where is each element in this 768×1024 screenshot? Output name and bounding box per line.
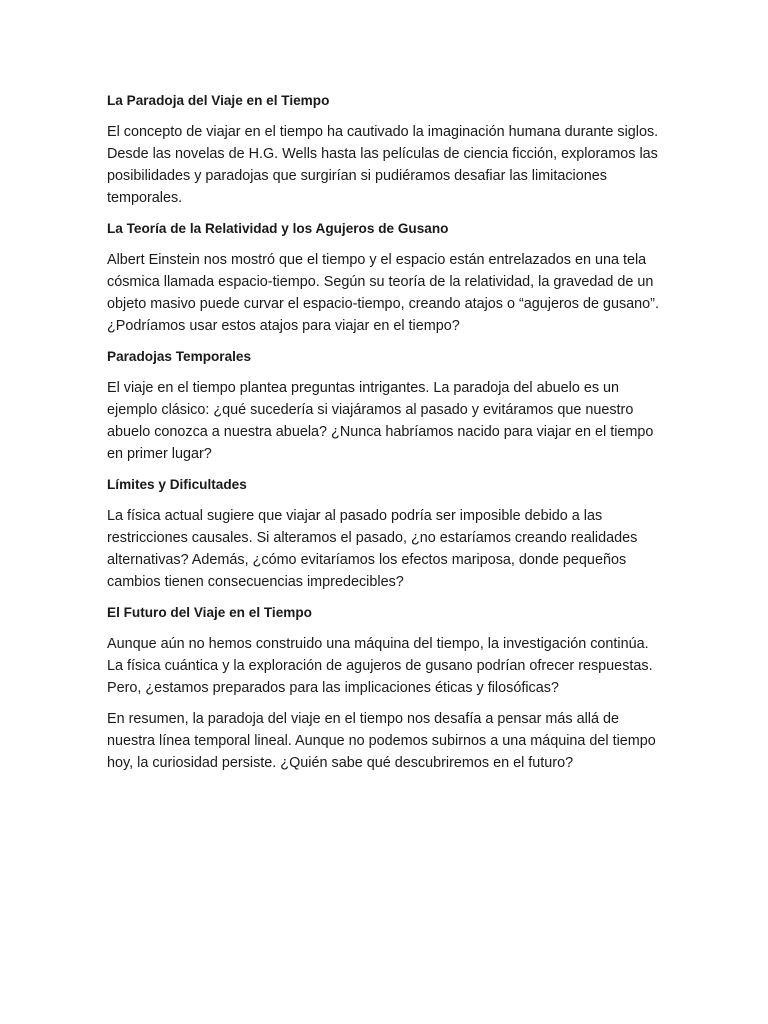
section-heading-limites: Límites y Dificultades	[107, 477, 247, 492]
section-paragraph: La física actual sugiere que viajar al pasado podría ser imposible debido a las restricciones causales. Si alteramos el pasado, ¿no estaríamos creando realidades alternativas? Además, ¿cómo evitaríamos los efectos mariposa, donde pequeños cambios tienen consecuencias impredecibles?	[107, 508, 638, 590]
document-title: La Paradoja del Viaje en el Tiempo	[107, 93, 330, 108]
section-heading-relatividad: La Teoría de la Relatividad y los Agujeros de Gusano	[107, 221, 449, 236]
conclusion-paragraph: En resumen, la paradoja del viaje en el tiempo nos desafía a pensar más allá de nuestra línea temporal lineal. Aunque no podemos subirnos a una máquina del tiempo hoy, la curiosidad persiste. ¿Quién sabe qué descubriremos en el futuro?	[107, 711, 656, 771]
section-paragraph: El viaje en el tiempo plantea preguntas intrigantes. La paradoja del abuelo es un ejemplo clásico: ¿qué sucedería si viajáramos al pasado y evitáramos que nuestro abuelo conozca a nuestra abuela? ¿Nunca habríamos nacido para viajar en el tiempo en primer lugar?	[107, 380, 654, 462]
section-paragraph: Albert Einstein nos mostró que el tiempo y el espacio están entrelazados en una tela cósmica llamada espacio-tiempo. Según su teoría de la relatividad, la gravedad de un objeto masivo puede curvar el espacio-tiempo, creando atajos o “agujeros de gusano”. ¿Podríamos usar estos atajos para viajar en el tiempo?	[107, 252, 659, 334]
section-paragraph: Aunque aún no hemos construido una máquina del tiempo, la investigación continúa. La física cuántica y la exploración de agujeros de gusano podrían ofrecer respuestas. Pero, ¿estamos preparados para las implicaciones éticas y filosóficas?	[107, 636, 653, 696]
intro-paragraph: El concepto de viajar en el tiempo ha cautivado la imaginación humana durante siglos. Desde las novelas de H.G. Wells hasta las películas de ciencia ficción, exploramos las posibilidades y paradojas que surgirían si pudiéramos desafiar las limitaciones temporales.	[107, 124, 659, 206]
document-page	[107, 90, 663, 783]
section-heading-futuro: El Futuro del Viaje en el Tiempo	[107, 605, 312, 620]
section-heading-paradojas: Paradojas Temporales	[107, 349, 252, 364]
